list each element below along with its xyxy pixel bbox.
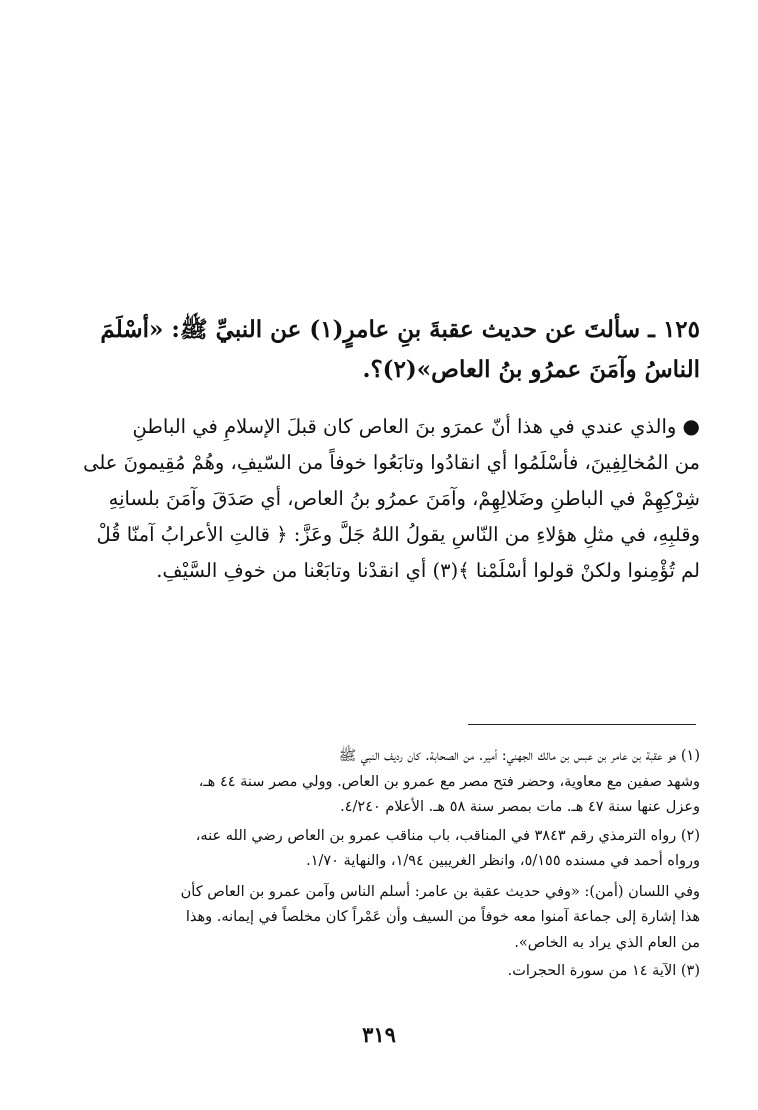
bullet-icon: ● <box>682 414 700 438</box>
answer-line-5: لم تُؤْمِنوا ولكنْ قولوا أسْلَمْنا ﴾(٣) أي انقدْنا وتابَعْنا من خوفِ السَّيْفِ. <box>156 559 700 582</box>
footnote-2-line-3: وفي اللسان (أمن): «وفي حديث عقبة بن عامر: أسلم الناس وآمن عمرو بن العاص كأن <box>180 883 700 900</box>
footnote-2-line-5: من العام الذي يراد به الخاص». <box>514 934 700 951</box>
question-line-1: ١٢٥ ـ سألتَ عن حديث عقبةَ بنِ عامرٍ(١) عن النبيِّ ﷺ: «أسْلَمَ <box>100 316 700 343</box>
footnote-1-line-1: (١) هو عقبة بن عامر بن عبس بن مالك الجهني: أمير. من الصحابة. كان رديف النبي ﷺ <box>338 748 700 764</box>
answer-line-3: شِرْكِهِمْ في الباطنِ وضَلالِهِمْ، وآمَنَ عمرُو بنُ العاص، أي صَدَقَ وآمَنَ بلسانِهِ <box>108 487 700 510</box>
footnote-divider <box>468 724 696 725</box>
answer-line-2: من المُخالِفِينَ، فأسْلَمُوا أي انقادُوا وتابَعُوا خوفاً من السّيفِ، وهُمْ مُقِيمونَ على <box>83 451 700 474</box>
answer-line-4: وقلبِهِ، في مثلِ هؤلاءِ من النّاسِ يقولُ اللهُ جَلَّ وعَزَّ: ﴿ قالتِ الأعرابُ آمنّا قُلْ <box>96 523 700 546</box>
footnote-2-line-4: هذا إشارة إلى جماعة آمنوا معه خوفاً من السيف وأن عَمْراً كان مخلصاً في إيمانه. وهذا <box>185 909 700 925</box>
answer-line-1 <box>60 408 700 445</box>
footnote-2-line-1: (٢) رواه الترمذي رقم ٣٨٤٣ في المناقب، باب مناقب عمرو بن العاص رضي الله عنه، <box>195 827 700 844</box>
answer-line-1-text: والذي عندي في هذا أنّ عمرَو بنَ العاص كان قبلَ الإسلامِ في الباطنِ <box>132 415 677 438</box>
footnote-1 <box>60 744 700 821</box>
footnote-1-line-2: وشهد صفين مع معاوية، وحضر فتح مصر مع عمرو بن العاص. وولي مصر سنة ٤٤ هـ، <box>198 773 700 790</box>
footnote-3-line-1: (٣) الآية ١٤ من سورة الحجرات. <box>507 963 700 979</box>
page-number: ٣١٩ <box>362 1022 396 1047</box>
answer-paragraph <box>60 408 700 589</box>
question-heading <box>60 310 700 390</box>
footnote-2 <box>60 824 700 957</box>
footnote-1-line-3: وعزل عنها سنة ٤٧ هـ. مات بمصر سنة ٥٨ هـ. الأعلام ٤/٢٤٠. <box>340 799 700 815</box>
footnote-2-line-2: ورواه أحمد في مسنده ٥/١٥٥، وانظر الغريبين ١/٩٤، والنهاية ١/٧٠. <box>306 853 700 869</box>
footnotes <box>60 744 700 988</box>
question-line-2: الناسُ وآمَنَ عمرُو بنُ العاص»(٢)؟. <box>362 356 700 383</box>
footnote-3 <box>60 959 700 985</box>
